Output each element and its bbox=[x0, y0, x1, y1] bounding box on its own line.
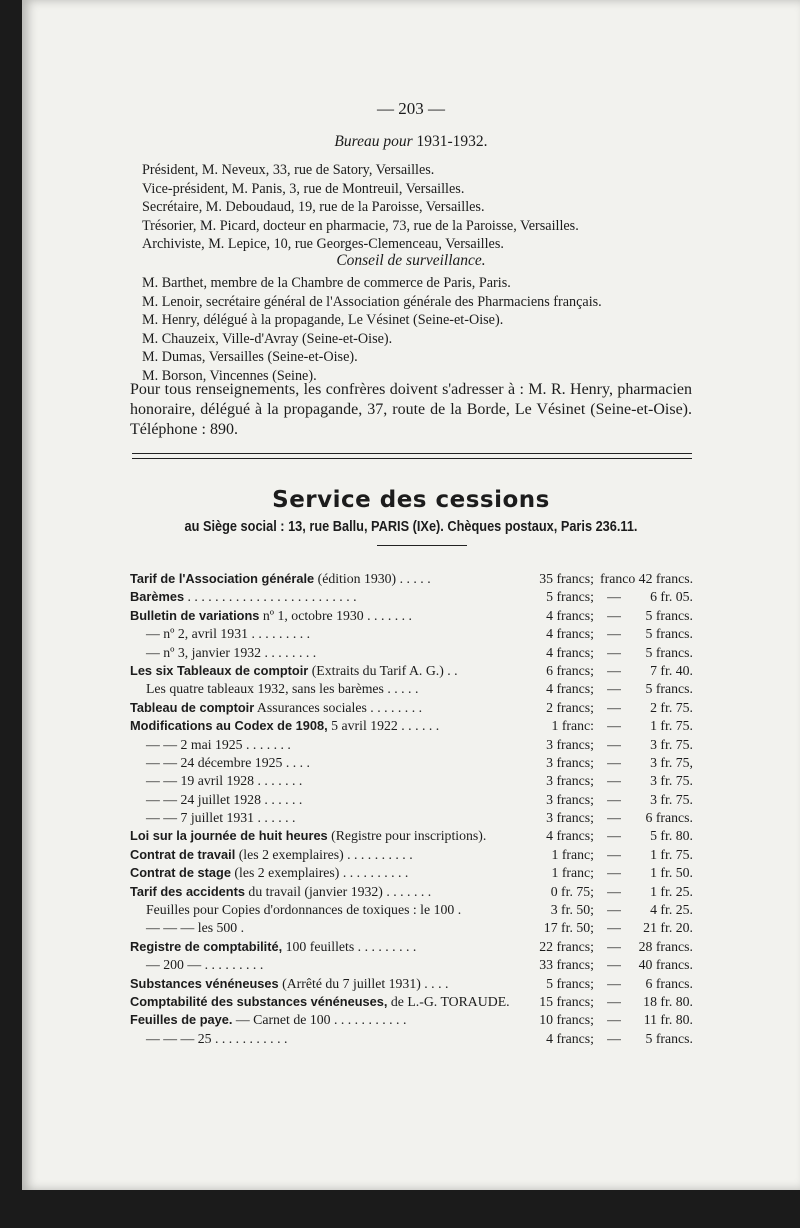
tariff-price: 2 francs; bbox=[546, 699, 594, 715]
tariff-franco-price: 40 francs. bbox=[638, 957, 693, 973]
tariff-item-detail: — — 2 mai 1925 . . . . . . . bbox=[146, 736, 291, 752]
tariff-price: 4 francs; bbox=[546, 1030, 594, 1046]
tariff-dash: — bbox=[607, 644, 621, 660]
document-page bbox=[22, 0, 800, 1190]
tariff-dash: — bbox=[607, 810, 621, 826]
tariff-item-label bbox=[130, 846, 510, 864]
tariff-row bbox=[130, 736, 700, 754]
bureau-title-year: 1931-1932. bbox=[416, 133, 488, 150]
double-rule-bottom bbox=[132, 458, 692, 459]
tariff-row bbox=[130, 754, 700, 772]
tariff-dash: — bbox=[607, 975, 621, 991]
tariff-dash: — bbox=[607, 699, 621, 715]
bureau-member: Secrétaire, M. Deboudaud, 19, rue de la Paroisse, Versailles. bbox=[142, 199, 485, 215]
conseil-member: M. Barthet, membre de la Chambre de commerce de Paris, Paris. bbox=[142, 275, 511, 291]
tariff-dash: — bbox=[607, 957, 621, 973]
tariff-price: 4 francs; bbox=[546, 681, 594, 697]
tariff-item-detail: — — — les 500 . bbox=[146, 920, 245, 936]
tariff-franco-price: 4 fr. 25. bbox=[650, 902, 693, 918]
tariff-row bbox=[130, 809, 700, 827]
tariff-item-title: Bulletin de variations bbox=[130, 607, 260, 623]
tariff-franco-price: 21 fr. 20. bbox=[643, 920, 693, 936]
tariff-dash: — bbox=[607, 883, 621, 899]
tariff-dash: — bbox=[607, 902, 621, 918]
tariff-price: 5 francs; bbox=[546, 589, 594, 605]
tariff-item-detail: — — — 25 . . . . . . . . . . . bbox=[146, 1030, 288, 1046]
tariff-item-detail: — 200 — . . . . . . . . . bbox=[146, 957, 264, 973]
tariff-franco-price: 1 fr. 50. bbox=[650, 865, 693, 881]
tariff-item-title: Modifications au Codex de 1908, bbox=[130, 718, 328, 734]
tariff-price: 3 francs; bbox=[546, 736, 594, 752]
tariff-item-label bbox=[130, 975, 510, 993]
tariff-row bbox=[130, 699, 700, 717]
conseil-members bbox=[142, 274, 702, 385]
tariff-item-title: Registre de comptabilité, bbox=[130, 938, 283, 954]
tariff-item-title: Contrat de travail bbox=[130, 846, 236, 862]
tariff-franco-price: 5 fr. 80. bbox=[650, 828, 693, 844]
bureau-member: Trésorier, M. Picard, docteur en pharmacie, 73, rue de la Paroisse, Versailles. bbox=[142, 217, 579, 234]
tariff-item-detail: Feuilles pour Copies d'ordonnances de toxiques : le 100 . bbox=[146, 902, 462, 918]
tariff-item-detail: 100 feuillets . . . . . . . . . bbox=[282, 938, 417, 954]
tariff-item-label bbox=[130, 901, 526, 919]
tariff-item-label bbox=[130, 607, 510, 625]
tariff-item-label bbox=[130, 625, 526, 643]
tariff-price: 0 fr. 75; bbox=[550, 883, 594, 899]
tariff-franco-price: 1 fr. 75. bbox=[650, 846, 693, 862]
tariff-item-detail: Assurances sociales . . . . . . . . bbox=[254, 699, 423, 715]
tariff-row bbox=[130, 827, 700, 845]
tariff-item-title: Feuilles de paye. bbox=[130, 1012, 233, 1028]
tariff-row bbox=[130, 772, 700, 790]
tariff-price: 35 francs; bbox=[539, 571, 594, 586]
tariff-price: 1 franc; bbox=[551, 846, 594, 862]
tariff-row bbox=[130, 644, 700, 662]
tariff-item-label bbox=[130, 919, 526, 937]
tariff-item-detail: — — 24 décembre 1925 . . . . bbox=[146, 754, 310, 770]
tariff-item-label bbox=[130, 864, 510, 882]
tariff-dash: — bbox=[607, 846, 621, 862]
page-number: — 203 — bbox=[377, 99, 445, 118]
tariff-item-label bbox=[130, 588, 510, 606]
tariff-price: 15 francs; bbox=[539, 993, 594, 1009]
tariff-item-label bbox=[130, 956, 526, 974]
service-title: Service des cessions bbox=[272, 487, 550, 513]
tariff-row bbox=[130, 901, 700, 919]
tariff-franco-price: 6 francs. bbox=[645, 975, 693, 991]
tariff-item-title: Tarif de l'Association générale bbox=[130, 571, 315, 586]
tariff-item-label bbox=[130, 809, 526, 827]
conseil-member: M. Henry, délégué à la propagande, Le Vésinet (Seine-et-Oise). bbox=[142, 312, 504, 328]
tariff-dash: — bbox=[607, 626, 621, 642]
tariff-price: 4 francs; bbox=[546, 644, 594, 660]
bureau-member: Président, M. Neveux, 33, rue de Satory, Versailles. bbox=[142, 162, 435, 178]
conseil-member: M. Chauzeix, Ville-d'Avray (Seine-et-Oise). bbox=[142, 330, 393, 347]
tariff-franco-price: 5 francs. bbox=[645, 1030, 693, 1046]
tariff-price: 3 fr. 50; bbox=[550, 902, 594, 918]
tariff-item-detail: — Carnet de 100 . . . . . . . . . . . bbox=[232, 1012, 407, 1028]
tariff-item-detail: nº 1, octobre 1930 . . . . . . . bbox=[259, 607, 412, 623]
tariff-row bbox=[130, 993, 700, 1011]
tariff-franco-price: 7 fr. 40. bbox=[650, 662, 693, 678]
tariff-row bbox=[130, 662, 700, 680]
tariff-row bbox=[130, 919, 700, 937]
tariff-item-label bbox=[130, 699, 510, 717]
tariff-dash: — bbox=[607, 1012, 621, 1028]
tariff-item-label bbox=[130, 1011, 510, 1029]
tariff-item-label bbox=[130, 754, 526, 772]
tariff-item-label bbox=[130, 680, 526, 698]
tariff-row bbox=[130, 625, 700, 643]
tariff-item-label bbox=[130, 827, 510, 845]
tariff-franco-price: 5 francs. bbox=[645, 644, 693, 660]
tariff-item-detail: (édition 1930) . . . . . bbox=[314, 571, 431, 586]
tariff-franco-price: 3 fr. 75. bbox=[650, 773, 693, 789]
tariff-franco-price: 3 fr. 75, bbox=[650, 754, 693, 770]
tariff-item-detail: — — 24 juillet 1928 . . . . . . bbox=[146, 791, 303, 807]
tariff-price: 33 francs; bbox=[539, 957, 594, 973]
tariff-price: 1 franc; bbox=[551, 865, 594, 881]
tariff-row bbox=[130, 883, 700, 901]
tariff-item-label bbox=[130, 644, 526, 662]
tariff-dash: — bbox=[607, 1030, 621, 1046]
tariff-row bbox=[130, 956, 700, 974]
tariff-item-title: Tarif des accidents bbox=[130, 883, 245, 899]
tariff-franco-price: 5 francs. bbox=[645, 607, 693, 623]
tariff-price: 5 francs; bbox=[546, 975, 594, 991]
bureau-title bbox=[22, 133, 800, 151]
tariff-price: 3 francs; bbox=[546, 791, 594, 807]
tariff-item-detail: (Registre pour inscriptions). bbox=[327, 828, 487, 844]
tariff-dash: — bbox=[607, 865, 621, 881]
tariff-row bbox=[130, 680, 700, 698]
tariff-item-title: Contrat de stage bbox=[130, 865, 231, 881]
conseil-member: M. Borson, Vincennes (Seine). bbox=[142, 367, 317, 384]
bureau-member: Vice-président, M. Panis, 3, rue de Montreuil, Versailles. bbox=[142, 180, 465, 197]
conseil-title: Conseil de surveillance. bbox=[336, 252, 486, 269]
tariff-franco-price: 6 francs. bbox=[645, 810, 693, 826]
tariff-item-label bbox=[130, 1030, 526, 1048]
tariff-item-label bbox=[130, 883, 510, 901]
tariff-row bbox=[130, 588, 700, 606]
service-divider bbox=[377, 545, 467, 546]
tariff-franco-price: 3 fr. 75. bbox=[650, 791, 693, 807]
tariff-price: 6 francs; bbox=[546, 662, 594, 678]
tariff-item-label bbox=[130, 791, 526, 809]
tariff-dash: — bbox=[607, 920, 621, 936]
tariff-dash: — bbox=[607, 791, 621, 807]
tariff-dash: — bbox=[607, 662, 621, 678]
tariff-price: 3 francs; bbox=[546, 773, 594, 789]
tariff-row bbox=[130, 846, 700, 864]
info-text: Pour tous renseignements, les confrères doivent s'adresser à : M. R. Henry, pharmacien honoraire, délégué à la propagande, 37, route de la Borde, Le Vésinet (Seine-et-Oise). Téléphone : 890. bbox=[130, 381, 692, 438]
tariff-item-label bbox=[130, 938, 510, 956]
tariff-price: 10 francs; bbox=[539, 1012, 594, 1028]
tariff-item-label bbox=[130, 736, 526, 754]
tariff-franco-price: 1 fr. 25. bbox=[650, 883, 693, 899]
tariff-price: 4 francs; bbox=[546, 607, 594, 623]
tariff-item-detail: 5 avril 1922 . . . . . . bbox=[327, 718, 440, 734]
info-paragraph bbox=[130, 380, 692, 440]
tariff-dash: — bbox=[607, 736, 621, 752]
tariff-item-detail: Les quatre tableaux 1932, sans les barèmes . . . . . bbox=[146, 681, 419, 697]
tariff-item-detail: (les 2 exemplaires) . . . . . . . . . . bbox=[235, 846, 413, 862]
tariff-item-title: Tableau de comptoir bbox=[130, 699, 255, 715]
tariff-price: 4 francs; bbox=[546, 626, 594, 642]
tariff-item-title: Substances vénéneuses bbox=[130, 975, 279, 991]
tariff-item-title: Loi sur la journée de huit heures bbox=[130, 828, 328, 844]
tariff-franco-price: 18 fr. 80. bbox=[643, 993, 693, 1009]
tariff-item-label bbox=[130, 993, 510, 1011]
tariff-dash: — bbox=[607, 828, 621, 844]
tariff-item-label bbox=[130, 772, 526, 790]
tariff-item-title: Les six Tableaux de comptoir bbox=[130, 662, 309, 678]
tariff-item-label bbox=[130, 570, 510, 588]
tariff-price: 3 francs; bbox=[546, 810, 594, 826]
tariff-item-detail: (Extraits du Tarif A. G.) . . bbox=[308, 662, 458, 678]
tariff-price: 22 francs; bbox=[539, 938, 594, 954]
tariff-row bbox=[130, 864, 700, 882]
tariff-dash: — bbox=[607, 754, 621, 770]
tariff-dash: — bbox=[607, 718, 621, 734]
tariff-franco-price: 6 fr. 05. bbox=[650, 589, 693, 605]
tariff-row bbox=[130, 975, 700, 993]
tariff-dash: — bbox=[607, 773, 621, 789]
tariff-item-title: Barèmes bbox=[130, 589, 185, 605]
tariff-item-detail: — nº 3, janvier 1932 . . . . . . . . bbox=[146, 644, 317, 660]
tariff-dash: — bbox=[607, 681, 621, 697]
service-subtitle: au Siège social : 13, rue Ballu, PARIS (IXe). Chèques postaux, Paris 236.11. bbox=[184, 519, 638, 535]
tariff-item-detail: du travail (janvier 1932) . . . . . . . bbox=[244, 883, 432, 899]
tariff-price: 1 franc: bbox=[551, 718, 594, 734]
tariff-franco-price: 2 fr. 75. bbox=[650, 699, 693, 715]
tariff-item-label bbox=[130, 717, 510, 735]
double-rule-top bbox=[132, 453, 692, 454]
tariff-franco-price: 11 fr. 80. bbox=[643, 1012, 693, 1028]
tariff-item-detail: . . . . . . . . . . . . . . . . . . . . . . . . . bbox=[184, 589, 357, 605]
tariff-price: 3 francs; bbox=[546, 754, 594, 770]
tariff-row bbox=[130, 1030, 700, 1048]
tariff-item-detail: de L.-G. TORAUDE. bbox=[387, 993, 510, 1009]
tariff-item-detail: (les 2 exemplaires) . . . . . . . . . . bbox=[230, 865, 409, 881]
tariff-franco-price: 5 francs. bbox=[645, 626, 693, 642]
tariff-price: 4 francs; bbox=[546, 828, 594, 844]
conseil-member: M. Dumas, Versailles (Seine-et-Oise). bbox=[142, 349, 358, 365]
conseil-member: M. Lenoir, secrétaire général de l'Association générale des Pharmaciens français. bbox=[142, 293, 602, 310]
tariff-row bbox=[130, 607, 700, 625]
tariff-row bbox=[130, 570, 700, 588]
tariff-dash: — bbox=[607, 589, 621, 605]
bureau-members bbox=[142, 161, 702, 254]
tariff-franco-price: 3 fr. 75. bbox=[650, 736, 693, 752]
tariff-dash: — bbox=[607, 607, 621, 623]
bureau-title-prefix: Bureau pour bbox=[334, 133, 413, 150]
tariff-franco-price: franco 42 francs. bbox=[600, 571, 694, 586]
tariff-franco-price: 28 francs. bbox=[638, 938, 693, 954]
tariff-dash: — bbox=[607, 938, 621, 954]
tariff-row bbox=[130, 938, 700, 956]
tariff-item-detail: — — 19 avril 1928 . . . . . . . bbox=[146, 773, 303, 789]
tariff-item-detail: — nº 2, avril 1931 . . . . . . . . . bbox=[146, 626, 311, 642]
tariff-item-title: Comptabilité des substances vénéneuses, bbox=[130, 993, 388, 1009]
tariff-row bbox=[130, 1011, 700, 1029]
bureau-member: Archiviste, M. Lepice, 10, rue Georges-Clemenceau, Versailles. bbox=[142, 236, 504, 252]
tariff-franco-price: 1 fr. 75. bbox=[650, 718, 693, 734]
tariff-row bbox=[130, 791, 700, 809]
tariff-list bbox=[130, 570, 700, 1048]
tariff-price: 17 fr. 50; bbox=[543, 920, 594, 936]
tariff-row bbox=[130, 717, 700, 735]
tariff-item-label bbox=[130, 662, 510, 680]
tariff-dash: — bbox=[607, 993, 621, 1009]
tariff-item-detail: (Arrêté du 7 juillet 1931) . . . . bbox=[278, 975, 449, 991]
tariff-franco-price: 5 francs. bbox=[645, 681, 693, 697]
tariff-item-detail: — — 7 juillet 1931 . . . . . . bbox=[146, 810, 296, 826]
